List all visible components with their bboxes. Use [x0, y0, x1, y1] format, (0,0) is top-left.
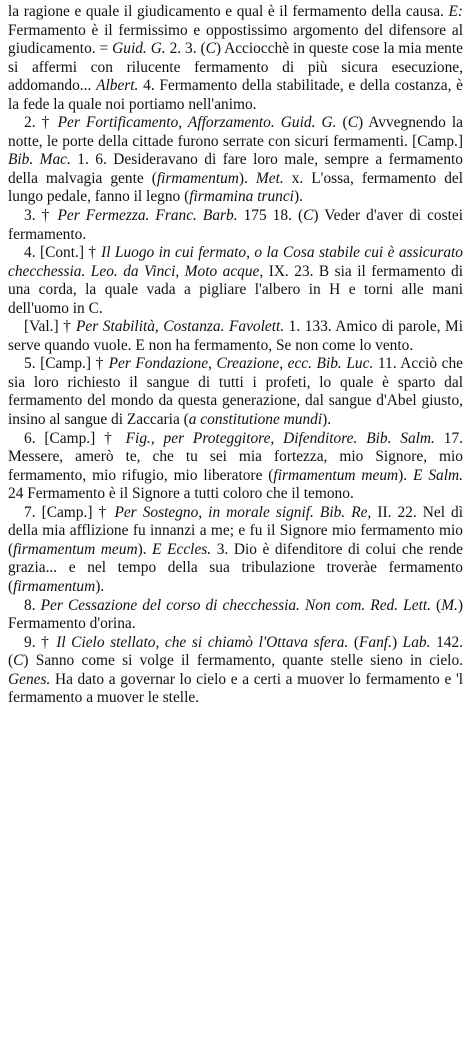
italic-text-run: C: [205, 40, 216, 58]
text-run: Ha dato a governar lo cielo e a certi a muover lo fermamento e 'l fermamento a muover le stelle.: [8, 670, 463, 707]
text-run: ).: [238, 169, 256, 187]
text-run: ) Sanno come si volge il fermamento, quante stelle sieno in cielo.: [23, 652, 463, 670]
italic-text-run: E Eccles.: [152, 540, 212, 558]
entry-paragraph: [8, 3, 463, 114]
text-run: ) Fermamento d'orina.: [8, 596, 463, 633]
text-run: x. L'ossa, fermamento del lungo pedale, fanno il legno (: [8, 169, 463, 206]
entry-paragraph: [8, 634, 463, 708]
italic-text-run: firmamentum meum: [273, 466, 399, 484]
italic-text-run: Per Fermezza. Franc. Barb.: [57, 207, 238, 225]
italic-text-run: a constitutione mundi: [188, 411, 323, 429]
italic-text-run: firmamentum: [156, 169, 239, 187]
text-run: 3. Dio è difenditore di colui che rende grazia... e nel tempo della sua tribulazione troveràe fermamento (: [8, 540, 464, 595]
entry-paragraph: [8, 355, 463, 429]
text-run: (: [430, 596, 442, 614]
italic-text-run: Albert.: [96, 77, 139, 95]
text-run: 2. 3. (: [165, 40, 206, 58]
text-run: 8.: [24, 596, 41, 614]
text-run: ): [391, 633, 403, 651]
text-run: ) Avvegnendo la notte, le porte della cittade furono serrate con sicuri fermamenti. [Camp.]: [8, 114, 463, 150]
text-run: ).: [95, 577, 105, 595]
text-run: 4. [Cont.] †: [24, 244, 102, 262]
entry-paragraph: [8, 244, 463, 318]
italic-text-run: C: [347, 114, 358, 132]
italic-text-run: Genes.: [8, 670, 51, 688]
text-run: 3. †: [24, 207, 58, 225]
text-run: (: [336, 114, 348, 132]
italic-text-run: Per Sostegno, in morale signif. Bib. Re,: [114, 503, 372, 521]
italic-text-run: firmamentum meum: [13, 540, 138, 558]
text-run: 11. Acciò che sia loro richiesto il sangue di tutti i profeti, lo quale è sparto dal fermamento del mondo da questa generazione, dal sangue d'Abel giusto, insino al sangue di Zaccaria (: [8, 355, 463, 429]
italic-text-run: Met.: [255, 169, 284, 187]
text-run: 5. [Camp.] †: [24, 355, 109, 373]
text-run: 7. [Camp.] †: [24, 503, 115, 521]
text-run: Fermamento è il fermissimo e oppostissimo argomento del difensore al giudicamento. =: [8, 21, 463, 58]
italic-text-run: Per Cessazione del corso di checchessia. Non com. Red. Lett.: [40, 596, 431, 614]
text-run: ).: [322, 411, 332, 429]
text-run: 9. †: [24, 633, 57, 651]
italic-text-run: firmamina trunci: [189, 188, 294, 206]
text-run: 1. 6. Desideravano di fare loro male, sempre a fermamento della malvagia gente (: [8, 151, 464, 187]
text-run: ).: [398, 466, 414, 484]
text-run: ).: [293, 188, 303, 206]
italic-text-run: E Salm.: [413, 466, 463, 484]
text-run: II. 22. Nel dì della mia afflizione fu innanzi a me; e fu il Signore mio fermamento mio (: [8, 503, 463, 558]
italic-text-run: Per Fortificamento, Afforzamento. Guid. G.: [57, 114, 337, 132]
text-run: 24 Fermamento è il Signore a tutti coloro che il temono.: [8, 485, 354, 503]
italic-text-run: Guid. G.: [112, 40, 166, 58]
text-run: la ragione e quale il giudicamento e qual è il fermamento della causa.: [8, 3, 449, 20]
text-run: ).: [137, 540, 153, 558]
text-run: (: [348, 633, 360, 651]
entry-paragraph: [8, 504, 463, 597]
text-run: 2. †: [24, 114, 58, 132]
entry-paragraph: [8, 318, 463, 355]
text-run: ) Acciocchè in queste cose la mia mente si affermi con rilucente fermamento di più sicura esecuzione, addomando...: [8, 40, 463, 95]
italic-text-run: Il Luogo in cui fermato, o la Cosa stabile cui è assicurato checchessia. Leo. da Vinci, Moto acque,: [8, 244, 463, 280]
italic-text-run: Per Fondazione, Creazione, ecc. Bib. Luc.: [108, 355, 374, 373]
italic-text-run: E:: [448, 3, 463, 20]
text-run: 6. [Camp.] †: [24, 429, 126, 447]
entry-paragraph: [8, 430, 463, 504]
text-run: 4. Fermamento della stabilitade, e della costanza, è la fede la quale noi portiamo nell'animo.: [8, 77, 463, 113]
italic-text-run: Bib. Mac.: [8, 151, 71, 169]
text-run: ) Veder d'aver di costei fermamento.: [8, 207, 463, 243]
entry-paragraph: [8, 597, 463, 634]
text-run: [Val.] †: [24, 318, 77, 336]
text-run: 17. Messere, amerò te, che tu sei mia fortezza, mio Signore, mio fermamento, mio rifugio, mio liberatore (: [8, 429, 463, 484]
entry-paragraph: [8, 114, 463, 207]
text-run: IX. 23. B sia il fermamento di una corda, la quale vada a pigliare l'albero in H e torni alle mani dell'uomo in C.: [8, 262, 463, 317]
italic-text-run: firmamentum: [13, 577, 96, 595]
entry-paragraph: [8, 207, 463, 244]
italic-text-run: Fig., per Proteggitore, Difenditore. Bib. Salm.: [125, 429, 435, 447]
italic-text-run: M.: [441, 596, 458, 614]
italic-text-run: Il Cielo stellato, che si chiamò l'Ottava sfera.: [56, 633, 349, 651]
italic-text-run: C: [13, 652, 24, 670]
text-run: 1. 133. Amico di parole, Mi serve quando vuole. E non ha fermamento, Se non come lo vento.: [8, 318, 463, 354]
text-run: 142. (: [8, 633, 464, 670]
text-run: 175 18. (: [237, 207, 304, 225]
italic-text-run: Per Stabilità, Costanza. Favolett.: [76, 318, 285, 336]
italic-text-run: C: [303, 207, 314, 225]
italic-text-run: Fanf.: [359, 633, 392, 651]
italic-text-run: Lab.: [402, 633, 431, 651]
